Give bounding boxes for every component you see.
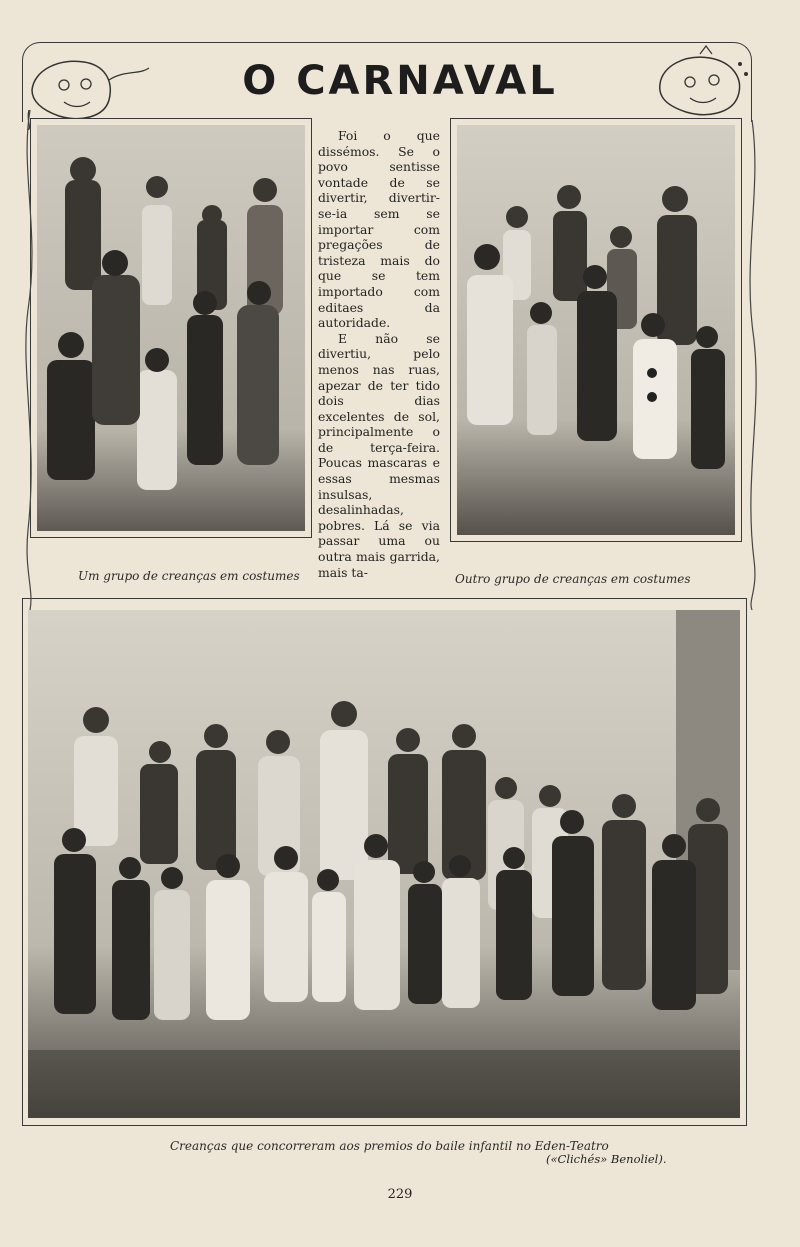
children-costume-group-photo-2 [457, 125, 735, 535]
photo-top-left [30, 118, 312, 538]
children-costume-group-photo [37, 125, 305, 531]
caption-top-left: Um grupo de creanças em costumes [78, 569, 300, 583]
page-number: 229 [387, 1187, 413, 1202]
article-text [318, 128, 440, 580]
photo-credit: («Clichés» Benoliel). [546, 1152, 667, 1166]
caption-top-right: Outro grupo de creanças em costumes [455, 572, 691, 586]
article-paragraph-1: Foi o que dissémos. Se o povo sentisse vontade de se divertir, divertir-se-ia sem se importar com pregações de tristeza mais do que se tem importado com editaes da autoridade. [318, 128, 440, 331]
right-vine-ornament-icon [738, 120, 768, 610]
page-title: O CARNAVAL [242, 58, 558, 104]
photo-top-right [450, 118, 742, 542]
caption-bottom: Creanças que concorreram aos premios do baile infantil no Eden-Teatro [170, 1139, 609, 1153]
photo-bottom [28, 610, 740, 1118]
right-mask-ornament-icon [640, 44, 760, 124]
left-vine-ornament-icon [18, 110, 48, 610]
article-paragraph-2: E não se divertiu, pelo menos nas ruas, apezar de ter tido dois dias excelentes de sol, principalmente o de terça-feira. Poucas mascaras e essas mesmas insulsas, desalinhadas, pobres. Lá se via passar uma ou outra mais garrida, mais ta- [318, 330, 440, 580]
children-ball-group-photo [28, 610, 740, 1118]
